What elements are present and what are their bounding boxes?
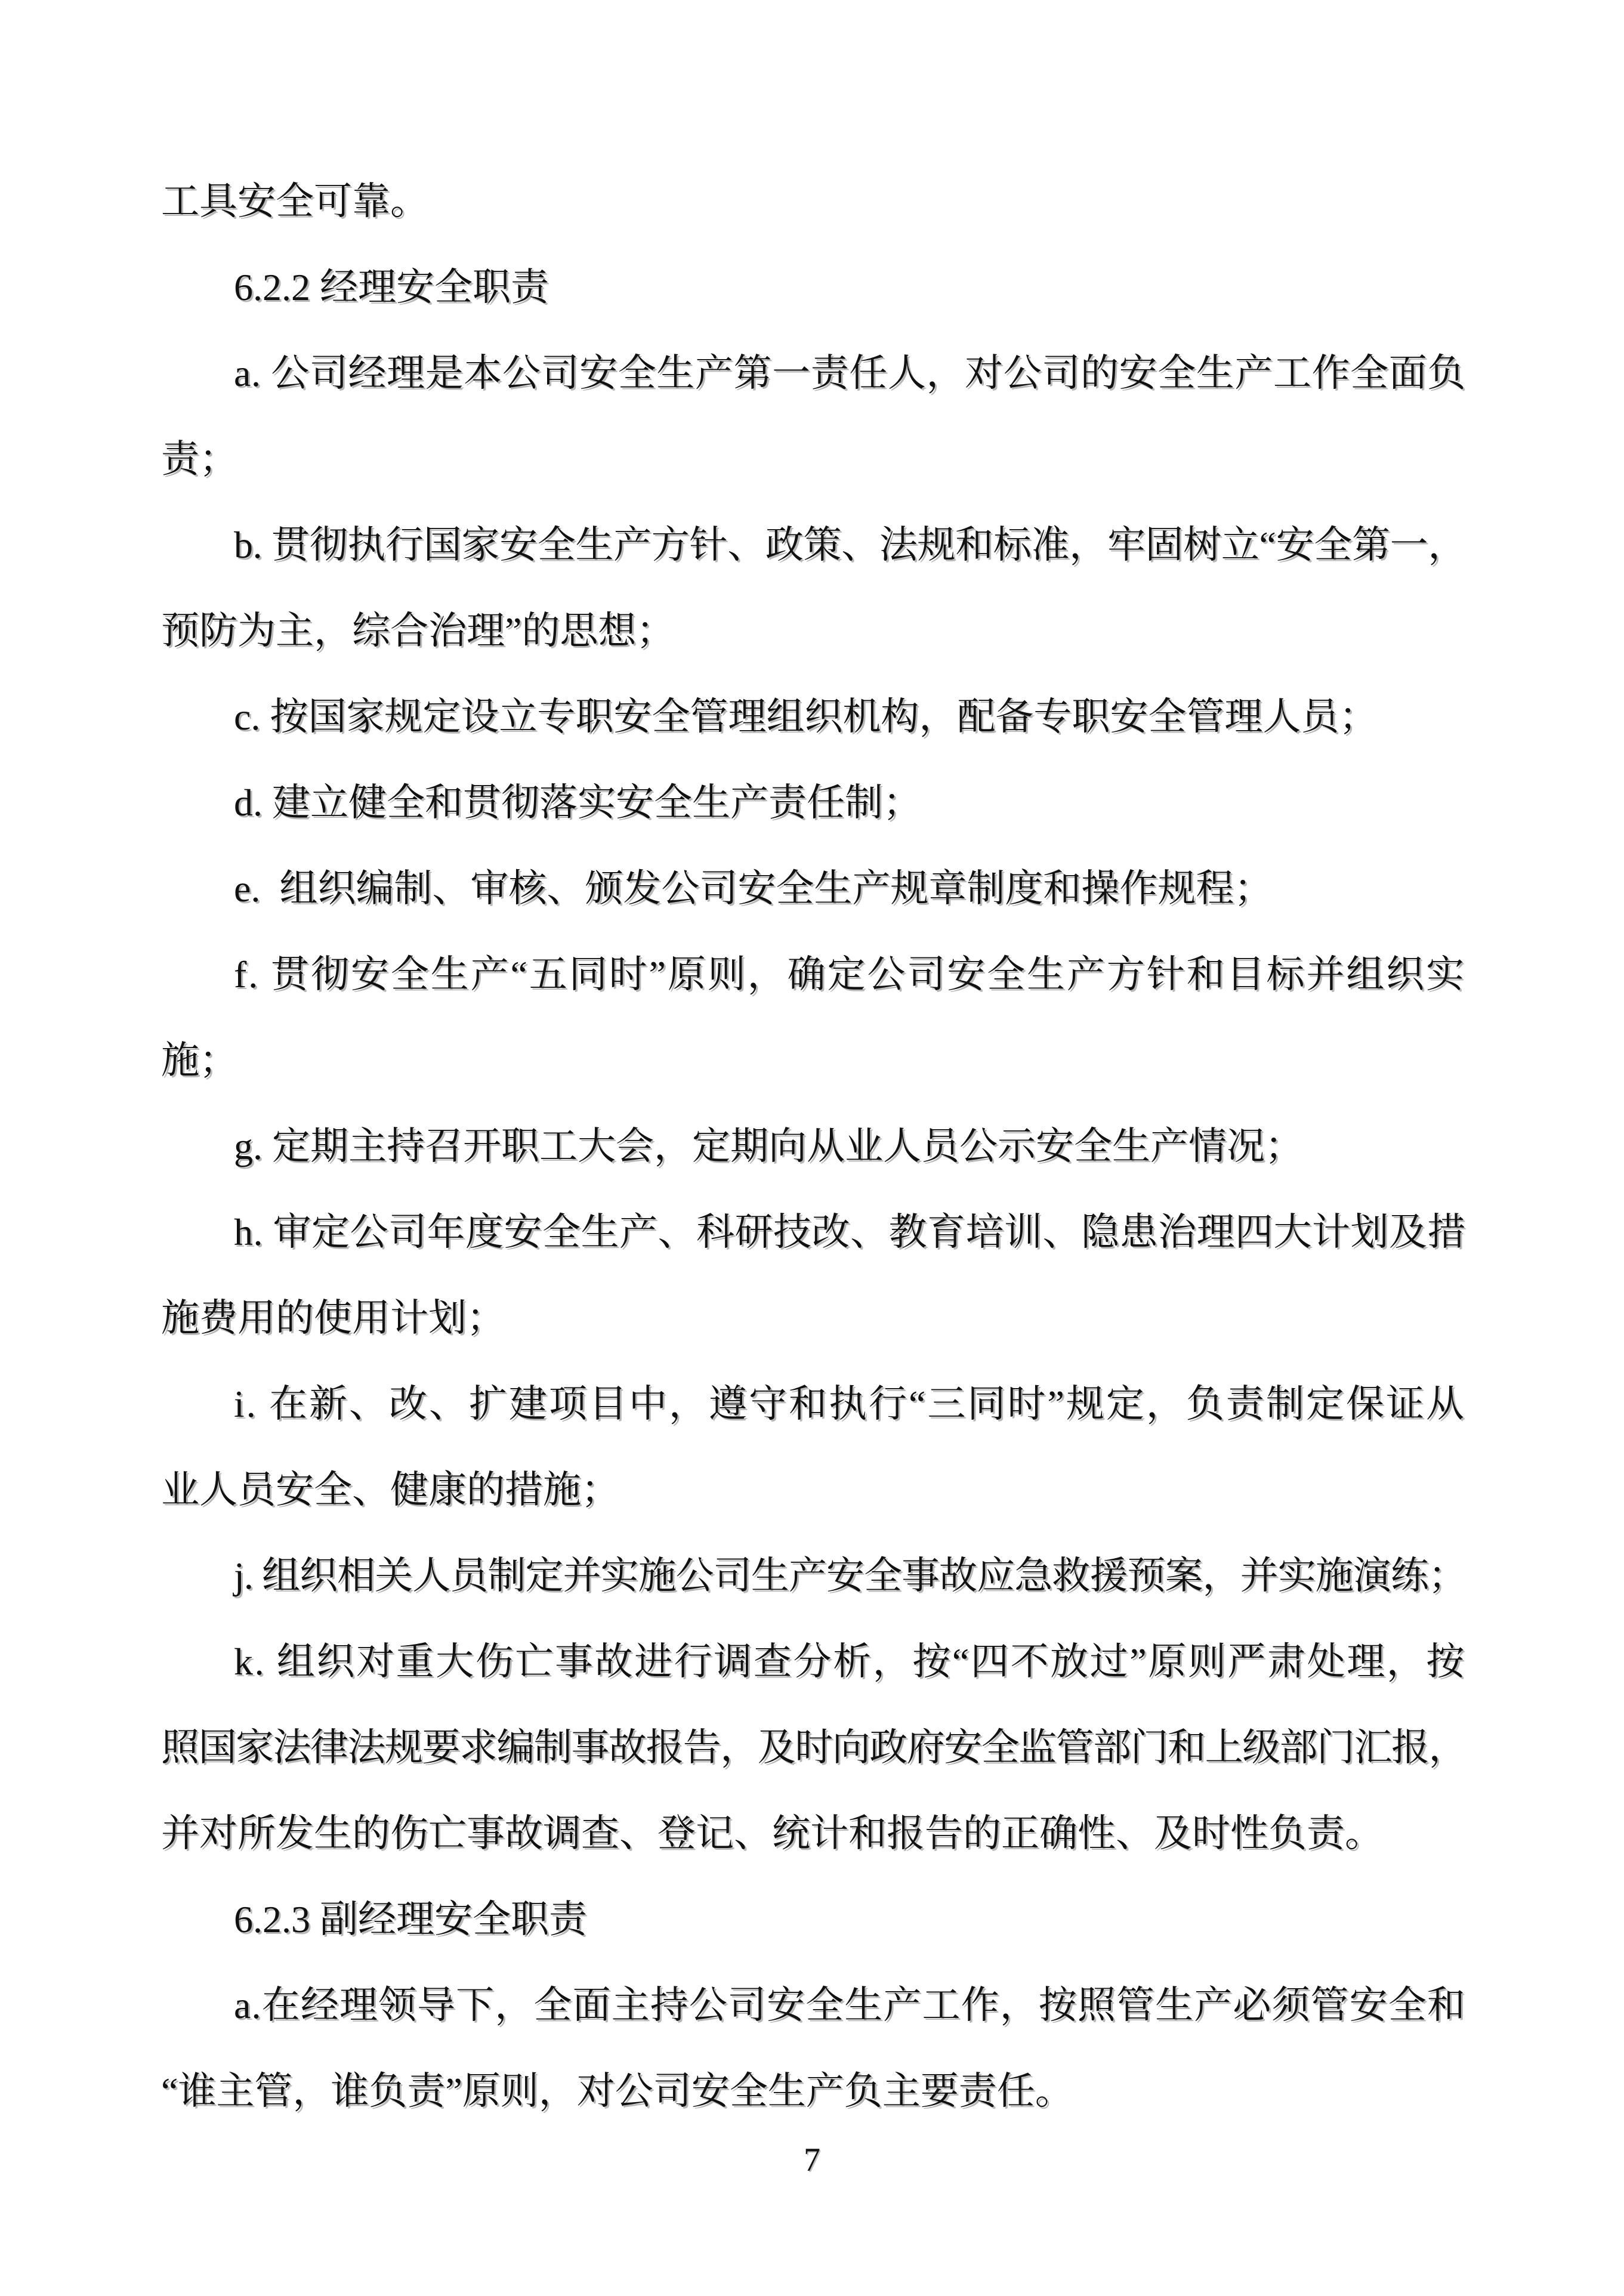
text-line: 并对所发生的伤亡事故调查、登记、统计和报告的正确性、及时性负责。 (161, 1812, 1383, 1855)
text-line: 照国家法律法规要求编制事故报告，及时向政府安全监管部门和上级部门汇报， (161, 1726, 1466, 1769)
text-line: b. 贯彻执行国家安全生产方针、政策、法规和标准，牢固树立“安全第一， (234, 524, 1466, 566)
text-line: k. 组织对重大伤亡事故进行调查分析，按“四不放过”原则严肃处理，按 (234, 1640, 1466, 1683)
text-line: “谁主管，谁负责”原则，对公司安全生产负主要责任。 (161, 2070, 1073, 2112)
page-footer (0, 2139, 1624, 2181)
section-heading: 6.2.2 经理安全职责 (234, 266, 549, 308)
text-line: a. 公司经理是本公司安全生产第一责任人，对公司的安全生产工作全面负 (234, 352, 1466, 394)
text-line: a.在经理领导下，全面主持公司安全生产工作，按照管生产必须管安全和 (234, 1984, 1466, 2026)
section-heading: 6.2.3 副经理安全职责 (234, 1898, 587, 1940)
text-line: 工具安全可靠。 (161, 180, 428, 223)
text-line: e. 组织编制、审核、颁发公司安全生产规章制度和操作规程； (234, 867, 1273, 910)
text-line: d. 建立健全和贯彻落实安全生产责任制； (234, 781, 921, 824)
text-line: 责； (161, 438, 237, 480)
text-line: g. 定期主持召开职工大会，定期向从业人员公示安全生产情况； (234, 1125, 1303, 1167)
text-line: 预防为主，综合治理”的思想； (161, 610, 675, 652)
text-line: f. 贯彻安全生产“五同时”原则，确定公司安全生产方针和目标并组织实 (234, 953, 1466, 996)
text-line: 施费用的使用计划； (161, 1297, 505, 1339)
page-number: 7 (804, 2142, 820, 2178)
text-line: i. 在新、改、扩建项目中，遵守和执行“三同时”规定，负责制定保证从 (234, 1383, 1466, 1425)
text-line: 业人员安全、健康的措施； (161, 1469, 619, 1511)
document-body (161, 159, 1466, 2134)
text-line: h. 审定公司年度安全生产、科研技改、教育培训、隐患治理四大计划及措 (234, 1211, 1466, 1253)
text-line: 施； (161, 1039, 237, 1081)
text-line: j. 组织相关人员制定并实施公司生产安全事故应急救援预案，并实施演练； (234, 1555, 1466, 1597)
text-line: c. 按国家规定设立专职安全管理组织机构，配备专职安全管理人员； (234, 696, 1378, 738)
